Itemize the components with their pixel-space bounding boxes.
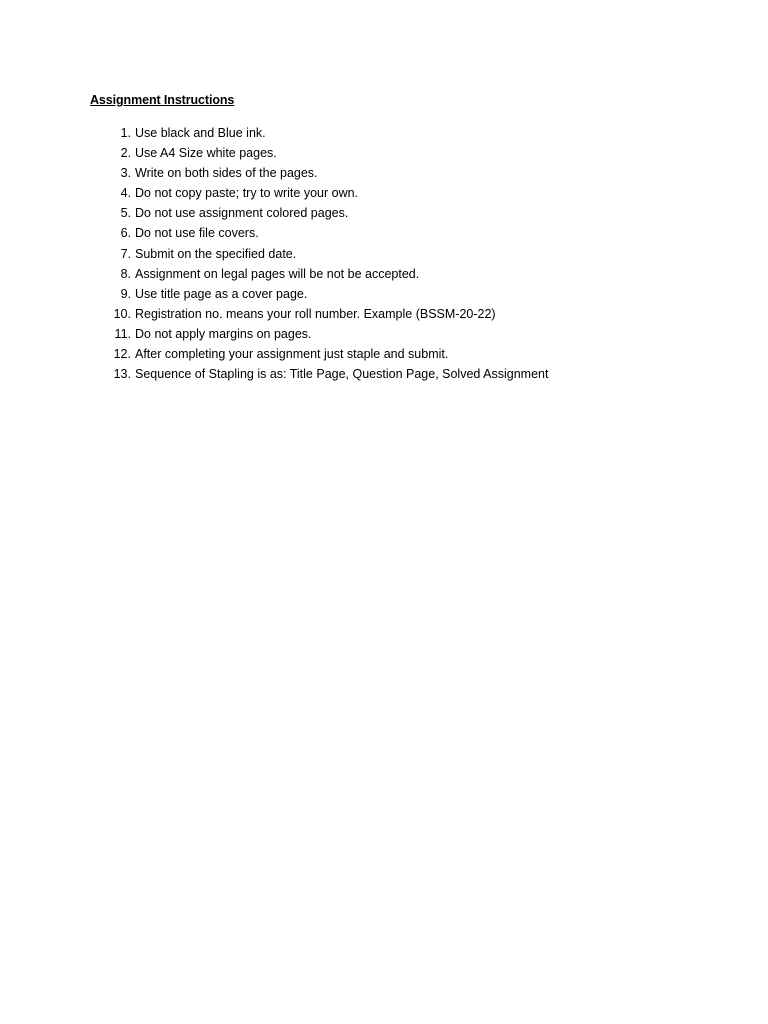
- list-item-number: 6.: [120, 226, 131, 241]
- list-item-number: 7.: [120, 246, 131, 261]
- list-item-text: Use A4 Size white pages.: [135, 146, 277, 161]
- list-item-number: 9.: [120, 286, 131, 301]
- list-item-number: 12.: [113, 347, 131, 362]
- list-item-text: Sequence of Stapling is as: Title Page, Question Page, Solved Assignment: [135, 367, 549, 382]
- list-item-number: 3.: [120, 166, 131, 181]
- list-item-text: Assignment on legal pages will be not be accepted.: [135, 266, 420, 281]
- document-heading: Assignment Instructions: [90, 93, 235, 107]
- list-item-text: Registration no. means your roll number. Example (BSSM-20-22): [135, 306, 496, 321]
- list-item-number: 13.: [113, 367, 131, 382]
- list-item-text: Write on both sides of the pages.: [135, 166, 318, 181]
- list-item-number: 8.: [120, 266, 131, 281]
- list-item-number: 4.: [120, 186, 131, 201]
- list-item-text: Use title page as a cover page.: [135, 286, 308, 301]
- list-item-text: After completing your assignment just staple and submit.: [135, 347, 449, 362]
- list-item-text: Do not copy paste; try to write your own.: [135, 186, 359, 201]
- list-item-text: Do not apply margins on pages.: [135, 326, 312, 341]
- list-item-text: Submit on the specified date.: [135, 246, 297, 261]
- list-item-number: 11.: [114, 326, 131, 341]
- list-item-text: Use black and Blue ink.: [135, 126, 266, 140]
- list-item-text: Do not use file covers.: [135, 226, 259, 241]
- list-item-number: 1.: [120, 126, 131, 140]
- list-item-number: 10.: [113, 306, 131, 321]
- list-item-number: 5.: [120, 206, 131, 221]
- list-item-text: Do not use assignment colored pages.: [135, 206, 349, 221]
- list-item-number: 2.: [120, 146, 131, 161]
